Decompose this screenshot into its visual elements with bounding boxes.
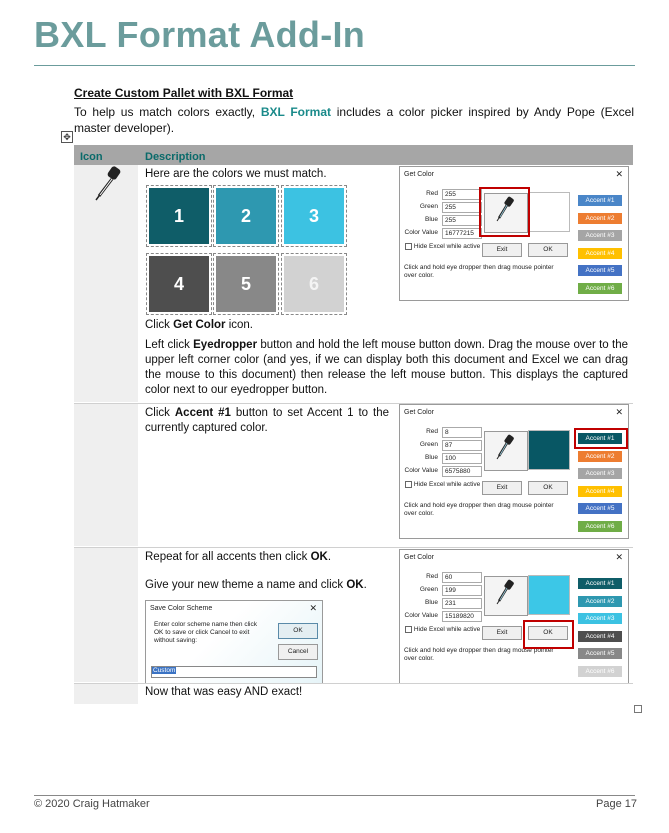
dialog-instruction: Click and hold eye dropper then drag mouse pointer over color.: [404, 647, 554, 662]
scheme-name-input[interactable]: [151, 666, 317, 678]
hide-excel-label: Hide Excel while active: [413, 243, 481, 251]
dialog-title: Get Color: [404, 409, 434, 416]
row3-line2: Give your new theme a name and click OK.: [145, 579, 367, 591]
intro-text-1: To help us match colors exactly,: [74, 105, 261, 119]
hide-excel-label: Hide Excel while active: [413, 626, 481, 634]
dialog-instruction: Click and hold eye dropper then drag mouse pointer over color.: [404, 264, 554, 279]
table-resize-handle[interactable]: [634, 705, 642, 713]
accent-3-button[interactable]: Accent #3: [578, 230, 622, 241]
accent-6-button[interactable]: Accent #6: [578, 521, 622, 532]
value-label: Color Value: [404, 229, 438, 236]
icon-cell-1: [74, 165, 138, 402]
header-description: Description: [145, 151, 206, 163]
accent-3-button[interactable]: Accent #3: [578, 613, 622, 624]
eyedropper-button[interactable]: [484, 576, 528, 616]
hide-excel-checkbox[interactable]: [405, 481, 480, 488]
green-label: Green: [419, 586, 438, 593]
swatch-3: 3: [284, 188, 344, 244]
row2-text: Click Accent #1 button to set Accent 1 to the currently captured color.: [145, 407, 389, 434]
get-color-dialog-1: [399, 166, 629, 301]
row1-lead: Here are the colors we must match.: [145, 168, 327, 180]
swatch-1: 1: [149, 188, 209, 244]
swatch-2: 2: [216, 188, 276, 244]
captured-color-preview: [528, 430, 570, 470]
highlight-box: [574, 428, 628, 449]
eyedropper-icon: [90, 165, 130, 205]
exit-button[interactable]: Exit: [482, 243, 522, 257]
accent-1-button[interactable]: Accent #1: [578, 433, 622, 444]
save-dialog-message: Enter color scheme name then click OK to save or click Cancel to exit without saving:: [154, 621, 257, 644]
swatch-6: 6: [284, 256, 344, 312]
green-label: Green: [419, 203, 438, 210]
hide-excel-checkbox[interactable]: [405, 243, 480, 250]
close-icon[interactable]: ✕: [615, 169, 623, 179]
accent-2-button[interactable]: Accent #2: [578, 213, 622, 224]
blue-label: Blue: [424, 216, 438, 223]
exit-button[interactable]: Exit: [482, 626, 522, 640]
accent-1-button[interactable]: Accent #1: [578, 578, 622, 589]
intro-paragraph: [74, 104, 634, 136]
dialog-title: Get Color: [404, 554, 434, 561]
row-separator: [74, 683, 633, 684]
get-color-dialog-3: [399, 549, 629, 684]
blue-field[interactable]: 255: [442, 215, 482, 226]
blue-field[interactable]: 100: [442, 453, 482, 464]
intro-brand: BXL Format: [260, 105, 332, 119]
accent-5-button[interactable]: Accent #5: [578, 265, 622, 276]
accent-1-button[interactable]: Accent #1: [578, 195, 622, 206]
red-field[interactable]: 60: [442, 572, 482, 583]
blue-field[interactable]: 231: [442, 598, 482, 609]
accent-5-button[interactable]: Accent #5: [578, 648, 622, 659]
get-color-dialog-2: [399, 404, 629, 539]
accent-6-button[interactable]: Accent #6: [578, 666, 622, 677]
table-header: [74, 145, 633, 165]
save-dialog-title: Save Color Scheme: [150, 605, 213, 612]
header-icon: Icon: [80, 151, 103, 163]
row-separator: [74, 547, 633, 548]
save-color-scheme-dialog: [145, 600, 323, 684]
ok-button[interactable]: OK: [528, 243, 568, 257]
ok-button[interactable]: OK: [528, 626, 568, 640]
value-field[interactable]: 6575880: [442, 466, 482, 477]
eyedropper-button[interactable]: [484, 431, 528, 471]
green-label: Green: [419, 441, 438, 448]
hide-excel-checkbox[interactable]: [405, 626, 480, 633]
row1-paragraph: Left click Eyedropper button and hold the left mouse button down. Drag the mouse over to the upper left corner color (and yes, if we can display both this document and Excel we can drag the mouse to this document) then release the left mouse button. This displays the captured color next to our eyedropper button.: [145, 339, 628, 396]
red-field[interactable]: 8: [442, 427, 482, 438]
green-field[interactable]: 199: [442, 585, 482, 596]
scheme-name-value: Custom: [153, 667, 176, 674]
green-field[interactable]: 87: [442, 440, 482, 451]
icon-cell-2: [74, 404, 138, 546]
red-field[interactable]: 255: [442, 189, 482, 200]
footer-rule: [34, 795, 635, 796]
eyedropper-icon: [485, 432, 525, 468]
save-cancel-button[interactable]: Cancel: [278, 644, 318, 660]
table-move-handle-icon[interactable]: ✥: [61, 131, 73, 143]
blue-label: Blue: [424, 599, 438, 606]
exit-button[interactable]: Exit: [482, 481, 522, 495]
value-label: Color Value: [404, 467, 438, 474]
close-icon[interactable]: ✕: [615, 407, 623, 417]
accent-6-button[interactable]: Accent #6: [578, 283, 622, 294]
footer-page-number: Page 17: [596, 798, 637, 810]
green-field[interactable]: 255: [442, 202, 482, 213]
captured-color-preview: [528, 575, 570, 615]
dialog-title: Get Color: [404, 171, 434, 178]
save-ok-button[interactable]: OK: [278, 623, 318, 639]
eyedropper-icon: [485, 577, 525, 613]
accent-4-button[interactable]: Accent #4: [578, 631, 622, 642]
red-label: Red: [426, 190, 438, 197]
ok-button[interactable]: OK: [528, 481, 568, 495]
red-label: Red: [426, 428, 438, 435]
document-title: BXL Format Add-In: [34, 14, 366, 55]
icon-cell-3: [74, 548, 138, 682]
dialog-instruction: Click and hold eye dropper then drag mouse pointer over color.: [404, 502, 554, 517]
captured-color-preview: [528, 192, 570, 232]
value-field[interactable]: 15189820: [442, 611, 482, 622]
accent-4-button[interactable]: Accent #4: [578, 486, 622, 497]
swatch-4: 4: [149, 256, 209, 312]
row3-line1: Repeat for all accents then click OK.: [145, 551, 332, 563]
row1-click-line: Click Get Color icon.: [145, 319, 254, 331]
blue-label: Blue: [424, 454, 438, 461]
accent-4-button[interactable]: Accent #4: [578, 248, 622, 259]
icon-cell-4: [74, 684, 138, 704]
footer-copyright: © 2020 Craig Hatmaker: [34, 798, 150, 810]
swatch-5: 5: [216, 256, 276, 312]
close-icon[interactable]: ✕: [309, 603, 317, 613]
accent-3-button[interactable]: Accent #3: [578, 468, 622, 479]
highlight-box: [523, 620, 574, 649]
row4-text: Now that was easy AND exact!: [145, 686, 303, 698]
accent-2-button[interactable]: Accent #2: [578, 451, 622, 462]
accent-5-button[interactable]: Accent #5: [578, 503, 622, 514]
value-label: Color Value: [404, 612, 438, 619]
title-rule: [34, 65, 635, 66]
hide-excel-label: Hide Excel while active: [413, 481, 481, 489]
intro-text-2: includes a color picker inspired by Andy Pope (Excel master developer).: [74, 105, 634, 135]
close-icon[interactable]: ✕: [615, 552, 623, 562]
value-field[interactable]: 16777215: [442, 228, 482, 239]
red-label: Red: [426, 573, 438, 580]
accent-2-button[interactable]: Accent #2: [578, 596, 622, 607]
highlight-box: [479, 187, 530, 237]
section-heading: Create Custom Pallet with BXL Format: [74, 86, 294, 100]
